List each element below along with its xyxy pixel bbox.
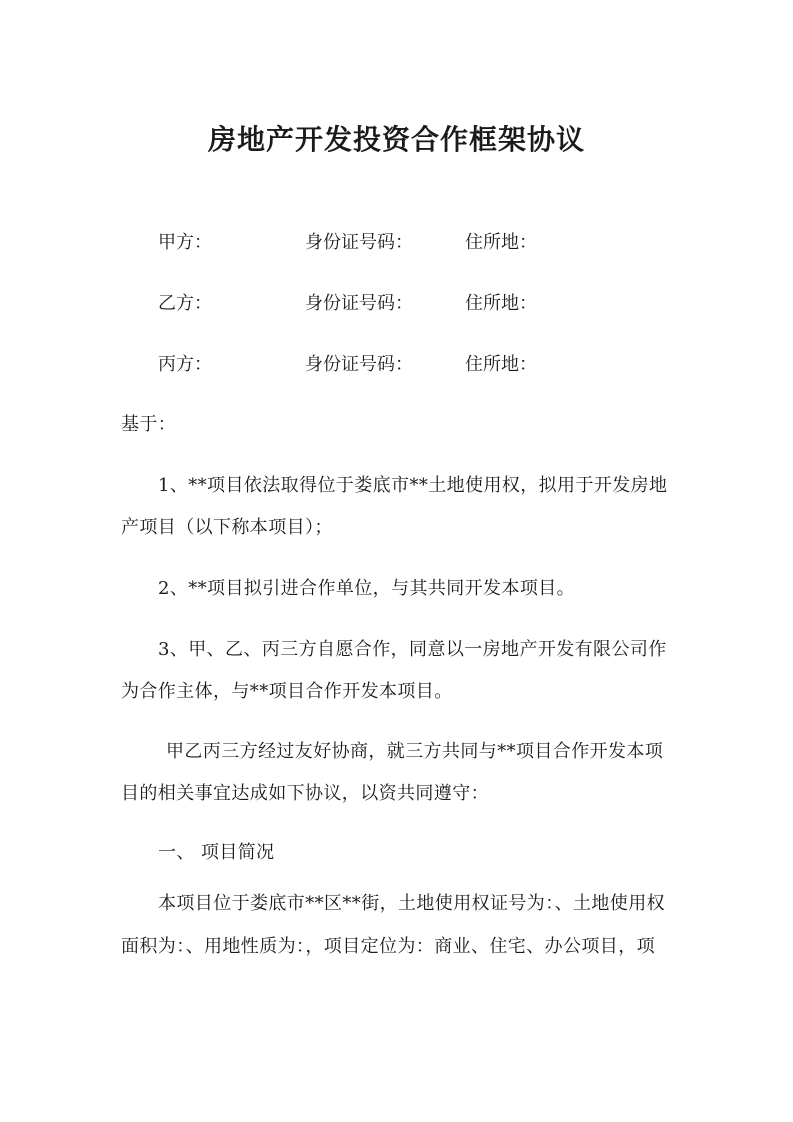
party-a-address-label: 住所地： <box>465 232 537 253</box>
clause-1-line-1: 1、**项目依法取得位于娄底市**土地使用权，拟用于开发房地 <box>158 475 668 496</box>
party-c-address-label: 住所地： <box>465 354 537 375</box>
document-title: 房地产开发投资合作框架协议 <box>207 123 585 156</box>
party-row-c <box>0 350 793 380</box>
section-1-body-line-1: 本项目位于娄底市**区**街，土地使用权证号为：、土地使用权 <box>158 893 665 914</box>
party-a-id-label: 身份证号码： <box>305 232 413 253</box>
section-1-heading: 一、 项目简况 <box>158 842 275 863</box>
party-row-a <box>0 228 793 258</box>
party-c-label: 丙方： <box>158 354 212 375</box>
clause-1-line-2: 产项目（以下称本项目）； <box>121 517 333 538</box>
based-on-heading: 基于： <box>121 414 177 435</box>
party-b-address-label: 住所地： <box>465 293 537 314</box>
party-row-b <box>0 289 793 319</box>
party-b-label: 乙方： <box>158 293 212 314</box>
party-c-id-label: 身份证号码： <box>305 354 413 375</box>
party-b-id-label: 身份证号码： <box>305 293 413 314</box>
clause-2-line: 2、**项目拟引进合作单位，与其共同开发本项目。 <box>158 578 576 599</box>
clause-3-line-1: 3、甲、乙、丙三方自愿合作，同意以一房地产开发有限公司作 <box>158 639 667 660</box>
party-a-label: 甲方： <box>158 232 212 253</box>
clause-3-line-2: 为合作主体，与**项目合作开发本项目。 <box>121 681 453 702</box>
agreement-intro-line-2: 目的相关事宜达成如下协议，以资共同遵守： <box>121 783 489 804</box>
agreement-intro-line-1: 甲乙丙三方经过友好协商，就三方共同与**项目合作开发本项 <box>166 741 664 762</box>
section-1-body-line-2: 面积为：、用地性质为：，项目定位为：商业、住宅、办公项目，项 <box>121 936 655 957</box>
